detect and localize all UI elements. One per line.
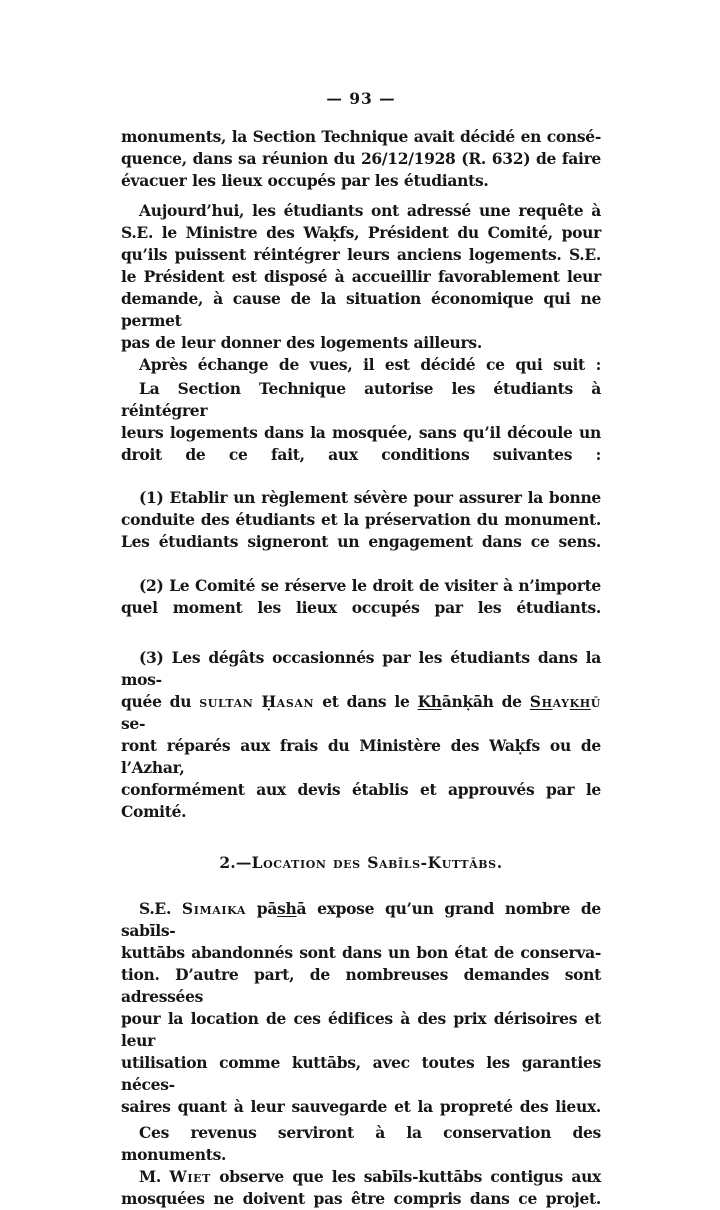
styled-text-segment: Simaika: [181, 899, 246, 918]
text-segment: 2.—: [219, 853, 252, 872]
text-line: [121, 647, 601, 691]
text-segment: qu’ils puissent réintégrer leurs anciens logements. S.E.: [121, 245, 601, 264]
text-segment: quel moment les lieux occupés par les étudiants.: [121, 598, 601, 617]
text-segment: demande, à cause de la situation économique qui ne permet: [121, 289, 601, 330]
text-line: [121, 735, 601, 779]
text-line: [121, 126, 601, 148]
text-segment: ront réparés aux frais du Ministère des Waḳfs ou de l’Azhar,: [121, 736, 601, 777]
paragraph-wiet: [121, 1166, 601, 1210]
text-segment: utilisation comme kuttābs, avec toutes les garanties néces-: [121, 1053, 601, 1094]
text-segment: le Président est disposé à accueillir favorablement leur: [121, 267, 601, 286]
text-line: [121, 779, 601, 823]
text-segment: kuttābs abandonnés sont dans un bon état de conserva-: [121, 943, 601, 962]
styled-text-segment: kh: [569, 692, 591, 711]
text-line: [121, 1188, 601, 1210]
text-line: [121, 531, 601, 553]
text-line: [121, 148, 601, 170]
section-heading: [121, 852, 601, 874]
styled-text-segment: sh: [277, 899, 297, 918]
text-line: [121, 288, 601, 332]
text-line: [121, 1008, 601, 1052]
clause-2: [121, 575, 601, 619]
text-segment: ā expose qu’un grand nombre de sabīls-: [121, 899, 601, 940]
text-segment: tion. D’autre part, de nombreuses demandes sont adressées: [121, 965, 601, 1006]
text-segment: Ces revenus serviront à la conservation des monuments.: [121, 1123, 601, 1164]
text-line: [121, 170, 601, 192]
text-line: [121, 1122, 601, 1166]
text-segment: La Section Technique autorise les étudiants à réintégrer: [121, 379, 601, 420]
text-segment: Après échange de vues, il est décidé ce qui suit :: [139, 355, 601, 374]
text-segment: pas de leur donner des logements ailleurs.: [121, 333, 482, 352]
text-segment: quée du: [121, 692, 200, 711]
styled-text-segment: Kh: [417, 692, 442, 711]
text-segment: (3) Les dégâts occasionnés par les étudiants dans la mos-: [121, 648, 601, 689]
paragraph-apres-echange: [121, 354, 601, 376]
text-line: [121, 1096, 601, 1118]
paragraph-section-technique: [121, 378, 601, 466]
text-segment: M.: [139, 1167, 170, 1186]
text-line: [121, 597, 601, 619]
text-line: [121, 354, 601, 376]
text-segment: conformément aux devis établis et approuvés par le Comité.: [121, 780, 601, 821]
text-line: [121, 222, 601, 244]
text-segment: S.E.: [139, 899, 182, 918]
clause-3: [121, 647, 601, 823]
text-line: [121, 1052, 601, 1096]
text-segment: évacuer les lieux occupés par les étudiants.: [121, 171, 489, 190]
text-line: [121, 332, 601, 354]
text-segment: quence, dans sa réunion du 26/12/1928 (R. 632) de faire: [121, 149, 601, 168]
text-segment: Aujourd’hui, les étudiants ont adressé une requête à: [139, 201, 601, 220]
text-segment: ānḳāh de: [441, 692, 530, 711]
text-line: [121, 244, 601, 266]
text-segment: monuments, la Section Technique avait décidé en consé-: [121, 127, 601, 146]
text-segment: pour la location de ces édifices à des prix dérisoires et leur: [121, 1009, 601, 1050]
text-line: [121, 378, 601, 422]
text-line: [121, 852, 601, 874]
clause-1: [121, 487, 601, 553]
text-segment: S.E. le Ministre des Waḳfs, Président du Comité, pour: [121, 223, 601, 242]
page-number: — 93 —: [326, 89, 396, 108]
text-line: [121, 942, 601, 964]
text-segment: observe que les sabīls-kuttābs contigus aux: [210, 1167, 601, 1186]
text-line: [121, 444, 601, 466]
text-segment: conduite des étudiants et la préservation du monument.: [121, 510, 601, 529]
text-line: [121, 200, 601, 222]
styled-text-segment: ay: [552, 692, 570, 711]
text-segment: pā: [245, 899, 278, 918]
text-segment: (1) Etablir un règlement sévère pour assurer la bonne: [139, 488, 601, 507]
styled-text-segment: ū: [590, 692, 601, 711]
styled-text-segment: Wiet: [169, 1167, 211, 1186]
text-segment: et dans le: [314, 692, 418, 711]
text-line: [121, 575, 601, 597]
text-segment: (2) Le Comité se réserve le droit de visiter à n’importe: [139, 576, 601, 595]
text-line: [121, 266, 601, 288]
text-segment: mosquées ne doivent pas être compris dans ce projet.: [121, 1189, 601, 1208]
text-segment: droit de ce fait, aux conditions suivantes :: [121, 445, 601, 464]
text-segment: leurs logements dans la mosquée, sans qu’il découle un: [121, 423, 601, 442]
paragraph-revenus: [121, 1122, 601, 1166]
paragraph-requete-etudiants: [121, 200, 601, 354]
styled-text-segment: sultan: [199, 692, 254, 711]
text-segment: se-: [121, 714, 146, 733]
text-segment: saires quant à leur sauvegarde et la propreté des lieux.: [121, 1097, 601, 1116]
text-line: [121, 1166, 601, 1188]
text-line: [121, 422, 601, 444]
text-column: [121, 126, 601, 1210]
paragraph-simaika: [121, 898, 601, 1118]
styled-text-segment: Location des Sabīls-Kuttābs.: [251, 853, 503, 872]
text-line: [121, 487, 601, 509]
paragraph-monuments: [121, 126, 601, 192]
styled-text-segment: Ḥasan: [261, 692, 315, 711]
text-line: [121, 691, 601, 735]
styled-text-segment: Sh: [529, 692, 553, 711]
text-segment: Les étudiants signeront un engagement dans ce sens.: [121, 532, 601, 551]
text-line: [121, 509, 601, 531]
text-line: [121, 898, 601, 942]
text-line: [121, 964, 601, 1008]
